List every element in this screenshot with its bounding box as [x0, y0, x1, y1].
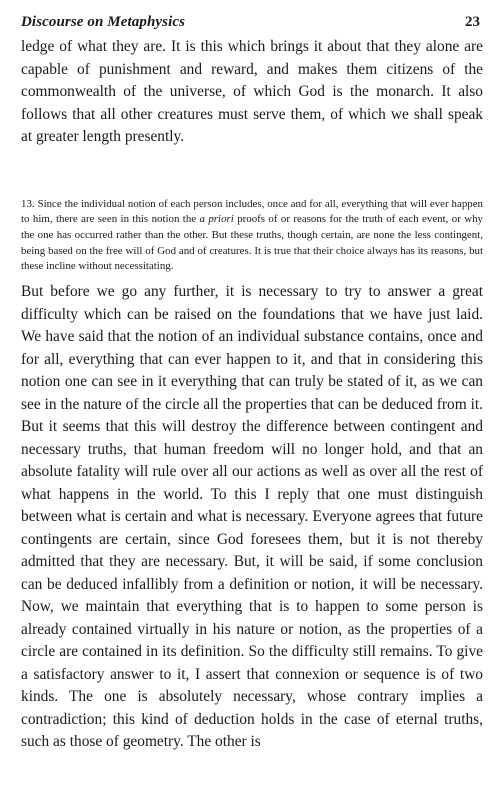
section-body-paragraph: But before we go any further, it is necessary to try to answer a great difficulty which can be raised on the foundations that we have just laid. We have said that the notion of an individual substance contains, once and for all, everything that can ever happen to it, and that in considering this notion one can see in it everything that can truly be stated of it, as we can see in the nature of the circle all the properties that can be deduced from it. But it seems that this will destroy the difference between contingent and necessary truths, that human freedom will no longer hold, and that an absolute fatality will rule over all our actions as well as over all the rest of what happens in the world. To this I reply that one must distinguish between what is certain and what is necessary. Everyone agrees that future contingents are certain, since God foresees them, but it is not thereby admitted that they are necessary. But, it will be said, if some conclusion can be deduced infallibly from a definition or notion, it will be necessary. Now, we maintain that everything that is to happen to some person is already contained virtually in his nature or notion, as the properties of a circle are contained in its definition. So the difficulty still remains. To give a satisfactory answer to it, I assert that connexion or sequence is of two kinds. The one is absolutely necessary, whose contrary implies a contradiction; this kind of deduction holds in the case of eternal truths, such as those of geometry. The other is	[21, 283, 483, 751]
running-title: Discourse on Metaphysics	[21, 14, 186, 30]
summary-text-before: Since the individual notion of each person includes, once and for all, everything that will ever happen to him, there are seen in this notion the	[21, 197, 483, 226]
page-number: 23	[465, 14, 480, 30]
paragraph-continued: ledge of what they are. It is this which brings it about that they alone are capable of punishment and reward, and makes them citizens of the commonwealth of the universe, of which God is the monarch. It also follows that all other creatures must serve them, of which we shall speak at greater length presently.	[21, 38, 483, 145]
book-page	[21, 14, 483, 754]
summary-text-after: proofs of or reasons for the truth of each event, or why the one has occurred rather than the other. But these truths, though certain, are none the less contingent, being based on the free will of God and of creatures. It is true that their choice always has its reasons, but these incline without necessitating.	[21, 213, 483, 273]
summary-italic: a priori	[199, 213, 234, 226]
section-number: 13.	[21, 197, 35, 210]
running-header	[21, 14, 483, 36]
section-summary	[21, 197, 483, 276]
